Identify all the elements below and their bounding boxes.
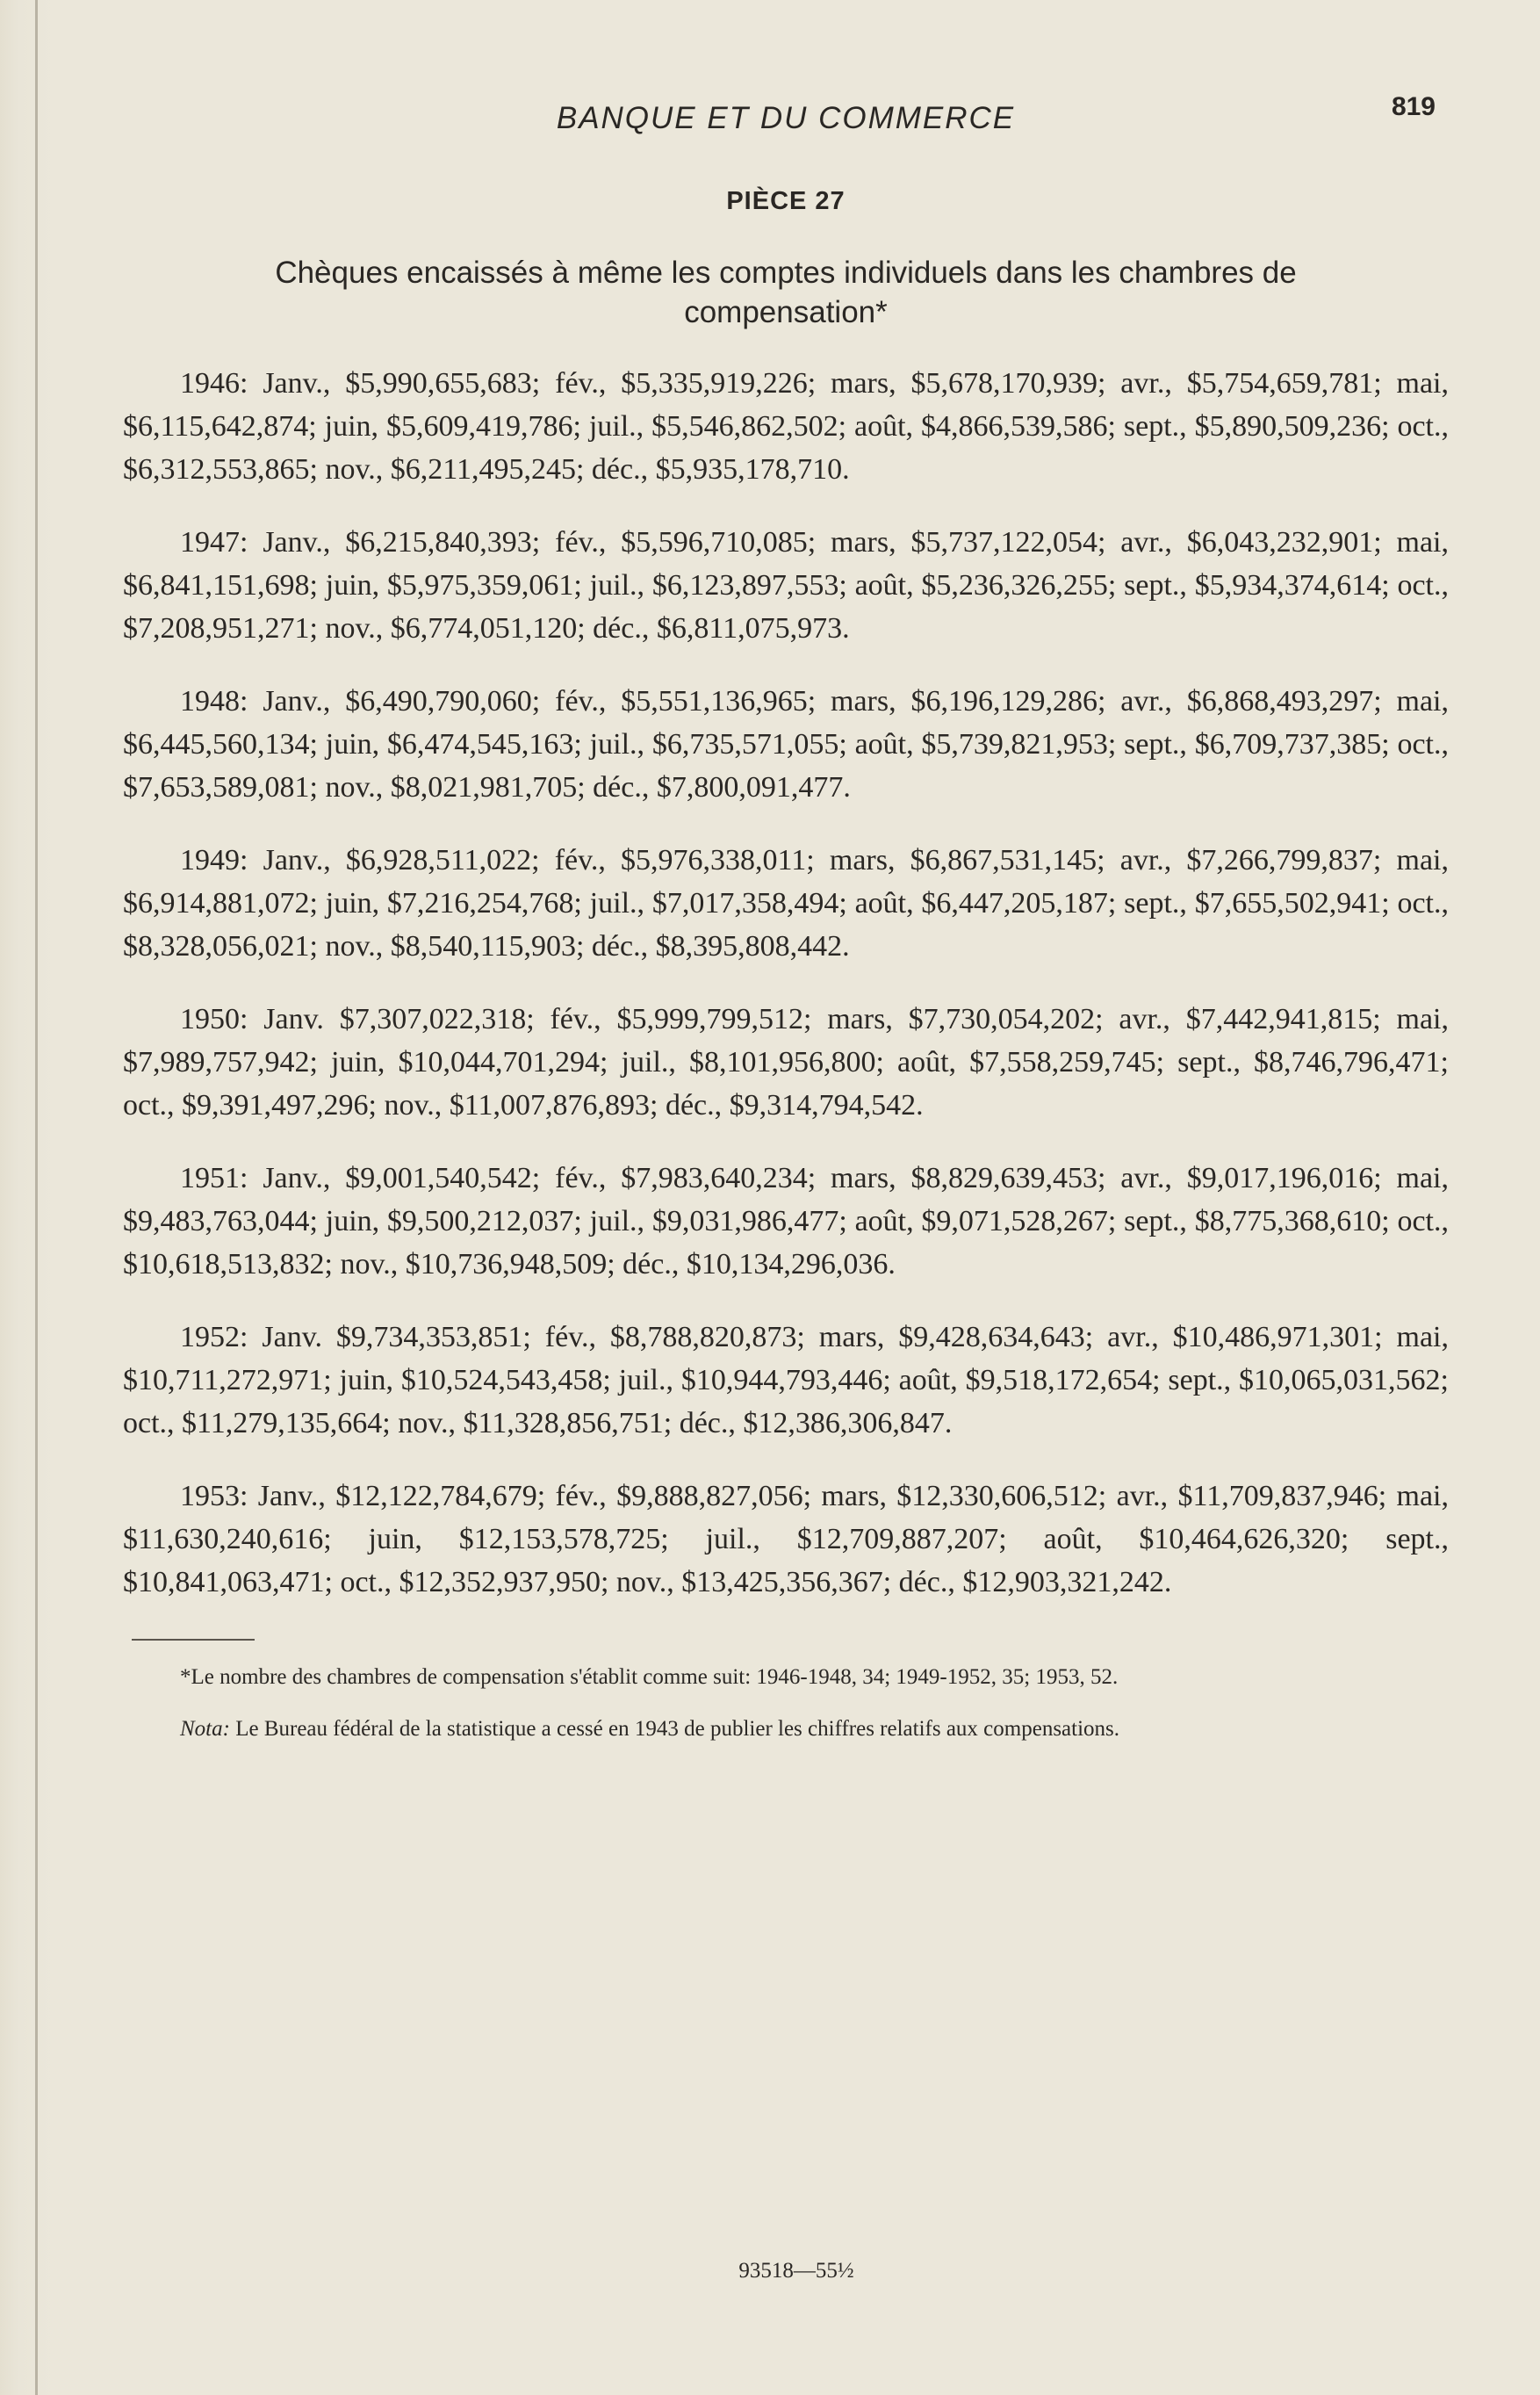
piece-caption: Chèques encaissés à même les comptes individuels dans les chambres de compensation* [275, 256, 1297, 329]
page-number: 819 [1391, 92, 1436, 121]
binding-edge [35, 0, 38, 2395]
year-entry-1953: 1953: Janv., $12,122,784,679; fév., $9,888,827,056; mars, $12,330,606,512; avr., $11,709,837,946; mai, $11,630,240,616; juin, $12,153,578,725; juil., $12,709,887,207; août, $10,464,626,320; sept., $10,841,063,471; oct., $12,352,937,950; nov., $13,425,356,367; déc., $12,903,321,242. [123, 1480, 1449, 1598]
year-entry-1947: 1947: Janv., $6,215,840,393; fév., $5,596,710,085; mars, $5,737,122,054; avr., $6,043,232,901; mai, $6,841,151,698; juin, $5,975,359,061; juil., $6,123,897,553; août, $5,236,326,255; sept., $5,934,374,614; oct., $7,208,951,271; nov., $6,774,051,120; déc., $6,811,075,973. [123, 526, 1449, 645]
year-entry-1949: 1949: Janv., $6,928,511,022; fév., $5,976,338,011; mars, $6,867,531,145; avr., $7,266,799,837; mai, $6,914,881,072; juin, $7,216,254,768; juil., $7,017,358,494; août, $6,447,205,187; sept., $7,655,502,941; oct., $8,328,056,021; nov., $8,540,115,903; déc., $8,395,808,442. [123, 844, 1449, 963]
year-entry-1952: 1952: Janv. $9,734,353,851; fév., $8,788,820,873; mars, $9,428,634,643; avr., $10,486,971,301; mai, $10,711,272,971; juin, $10,524,543,458; juil., $10,944,793,446; août, $9,518,172,654; sept., $10,065,031,562; oct., $11,279,135,664; nov., $11,328,856,751; déc., $12,386,306,847. [123, 1321, 1449, 1439]
year-entry-1948: 1948: Janv., $6,490,790,060; fév., $5,551,136,965; mars, $6,196,129,286; avr., $6,868,493,297; mai, $6,445,560,134; juin, $6,474,545,163; juil., $6,735,571,055; août, $5,739,821,953; sept., $6,709,737,385; oct., $7,653,589,081; nov., $8,021,981,705; déc., $7,800,091,477. [123, 685, 1449, 804]
year-entry-1946: 1946: Janv., $5,990,655,683; fév., $5,335,919,226; mars, $5,678,170,939; avr., $5,754,659,781; mai, $6,115,642,874; juin, $5,609,419,786; juil., $5,546,862,502; août, $4,866,539,586; sept., $5,890,509,236; oct., $6,312,553,865; nov., $6,211,495,245; déc., $5,935,178,710. [123, 367, 1449, 486]
document-page [123, 83, 1449, 1755]
footnote-rule [132, 1639, 255, 1641]
footnote-nota [123, 1714, 1449, 1744]
printer-folio: 93518—55½ [738, 2259, 854, 2283]
running-header [123, 83, 1449, 145]
nota-label: Nota: [180, 1717, 230, 1741]
yearly-entries [123, 362, 1449, 1604]
footnote-clearing-houses: *Le nombre des chambres de compensation s'établit comme suit: 1946-1948, 34; 1949-1952, 35; 1953, 52. [180, 1665, 1119, 1689]
piece-title: PIÈCE 27 [726, 187, 846, 215]
year-entry-1950: 1950: Janv. $7,307,022,318; fév., $5,999,799,512; mars, $7,730,054,202; avr., $7,442,941,815; mai, $7,989,757,942; juin, $10,044,701,294; juil., $8,101,956,800; août, $7,558,259,745; sept., $8,746,796,471; oct., $9,391,497,296; nov., $11,007,876,893; déc., $9,314,794,542. [123, 1003, 1449, 1122]
year-entry-1951: 1951: Janv., $9,001,540,542; fév., $7,983,640,234; mars, $8,829,639,453; avr., $9,017,196,016; mai, $9,483,763,044; juin, $9,500,212,037; juil., $9,031,986,477; août, $9,071,528,267; sept., $8,775,368,610; oct., $10,618,513,832; nov., $10,736,948,509; déc., $10,134,296,036. [123, 1162, 1449, 1280]
running-title: BANQUE ET DU COMMERCE [556, 101, 1016, 135]
footnotes [123, 1663, 1449, 1744]
page-gutter [0, 0, 54, 2395]
nota-text: Le Bureau fédéral de la statistique a cessé en 1943 de publier les chiffres relatifs aux compensations. [235, 1717, 1120, 1741]
